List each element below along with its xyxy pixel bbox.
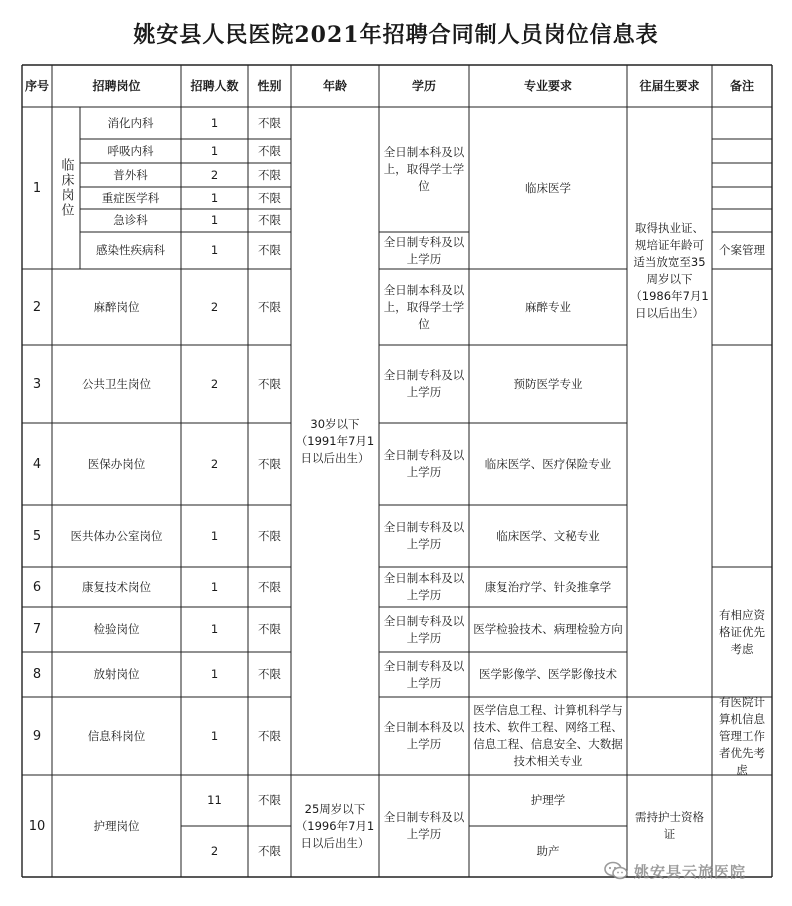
major-requirement: 医学影像学、医学影像技术 <box>479 667 617 681</box>
education-requirement: 全日制专科及以上学历 <box>383 234 465 266</box>
post-name: 医保办岗位 <box>87 456 146 471</box>
post-count: 1 <box>210 115 219 130</box>
header-count: 招聘人数 <box>190 78 239 93</box>
education-requirement: 全日制专科及以上学历 <box>383 520 465 551</box>
resident-requirement: 需持护士资格证 <box>635 810 704 841</box>
education-requirement: 全日制专科及以上学历 <box>383 368 465 399</box>
row-number: 5 <box>32 528 42 544</box>
education-requirement: 全日制本科及以上学历 <box>383 571 465 602</box>
major-requirement: 医学信息工程、计算机科学与技术、软件工程、网络工程、信息工程、信息安全、大数据技术相关专业 <box>473 703 623 768</box>
post-gender: 不限 <box>258 456 281 471</box>
header-no: 序号 <box>25 78 50 93</box>
post-gender: 不限 <box>258 243 281 257</box>
post-count: 2 <box>210 456 219 471</box>
post-gender: 不限 <box>258 528 281 543</box>
post-gender: 不限 <box>258 299 281 314</box>
major-requirement: 临床医学、医疗保险专业 <box>484 456 612 471</box>
age-requirement: 25周岁以下（1996年7月1日以后出生） <box>295 801 375 850</box>
header-resident: 往届生要求 <box>639 78 700 93</box>
post-count: 1 <box>210 667 219 681</box>
remark: 个案管理 <box>719 243 765 257</box>
education-requirement: 全日制专科及以上学历 <box>383 658 465 690</box>
post-count: 1 <box>210 190 219 205</box>
page-title: 姚安县人民医院2021年招聘合同制人员岗位信息表 <box>133 22 659 48</box>
post-count: 1 <box>210 622 219 636</box>
row-number: 4 <box>32 456 42 472</box>
post-count: 2 <box>210 376 219 391</box>
sub-post-name: 感染性疾病科 <box>96 243 165 257</box>
post-name: 公共卫生岗位 <box>82 376 151 391</box>
post-count: 2 <box>210 844 219 858</box>
row-number: 8 <box>32 667 42 682</box>
header-post: 招聘岗位 <box>92 78 141 93</box>
row-number: 2 <box>32 299 42 315</box>
resident-requirement: 取得执业证、规培证年龄可适当放宽至35周岁以下（1986年7月1日以后出生） <box>630 221 709 320</box>
post-name: 放射岗位 <box>93 667 140 681</box>
post-name: 护理岗位 <box>93 818 140 833</box>
major-requirement: 临床医学 <box>525 180 571 195</box>
sub-post-name: 急诊科 <box>113 213 148 227</box>
major-requirement: 预防医学专业 <box>513 376 583 391</box>
header-gender: 性别 <box>257 78 282 93</box>
post-count: 2 <box>210 167 219 182</box>
remark: 有医院计算机信息管理工作者优先考虑 <box>719 694 765 777</box>
post-gender: 不限 <box>258 728 281 743</box>
education-requirement: 全日制专科及以上学历 <box>383 810 465 841</box>
education-requirement: 全日制本科及以上，取得学士学位 <box>383 282 465 331</box>
post-count: 1 <box>210 528 219 543</box>
post-count: 11 <box>207 793 222 807</box>
post-count: 2 <box>210 299 219 314</box>
post-gender: 不限 <box>258 667 281 681</box>
major-requirement: 护理学 <box>530 793 566 807</box>
post-gender: 不限 <box>258 844 281 858</box>
major-requirement: 康复治疗学、针灸推拿学 <box>484 579 612 594</box>
sub-post-name: 消化内科 <box>107 115 154 130</box>
post-gender: 不限 <box>258 793 281 807</box>
education-requirement: 全日制本科及以上，取得学士学位 <box>383 145 465 193</box>
post-name: 检验岗位 <box>93 622 140 636</box>
watermark-text: 姚安县云旅医院 <box>634 862 747 881</box>
row-number: 1 <box>32 180 42 196</box>
post-gender: 不限 <box>258 143 281 158</box>
post-count: 1 <box>210 143 219 158</box>
post-name: 麻醉岗位 <box>93 299 140 314</box>
row-number: 9 <box>32 728 42 744</box>
watermark <box>604 858 776 884</box>
post-gender: 不限 <box>258 115 281 130</box>
sub-post-name: 呼吸内科 <box>107 143 154 158</box>
post-name: 医共体办公室岗位 <box>70 528 163 543</box>
post-count: 1 <box>210 243 219 257</box>
major-requirement: 麻醉专业 <box>525 299 571 314</box>
post-name: 康复技术岗位 <box>82 579 151 594</box>
post-gender: 不限 <box>258 579 281 594</box>
education-requirement: 全日制专科及以上学历 <box>383 448 465 479</box>
row-number: 6 <box>32 579 42 595</box>
header-remark: 备注 <box>729 78 754 93</box>
header-edu: 学历 <box>411 78 436 93</box>
row-number: 7 <box>32 622 42 637</box>
header-age: 年龄 <box>322 78 347 93</box>
major-requirement: 助产 <box>536 844 560 858</box>
education-requirement: 全日制专科及以上学历 <box>383 613 465 645</box>
post-gender: 不限 <box>258 622 281 636</box>
post-gender: 不限 <box>258 167 281 182</box>
post-group-label: 临床岗位 <box>58 158 74 218</box>
post-count: 1 <box>210 579 219 594</box>
remark: 有相应资格证优先考虑 <box>719 607 765 656</box>
major-requirement: 临床医学、文秘专业 <box>496 528 600 543</box>
post-gender: 不限 <box>258 190 281 205</box>
post-gender: 不限 <box>258 213 281 227</box>
age-requirement: 30岁以下（1991年7月1日以后出生） <box>295 416 375 465</box>
major-requirement: 医学检验技术、病理检验方向 <box>473 622 623 636</box>
post-gender: 不限 <box>258 376 281 391</box>
wechat-icon <box>604 861 628 881</box>
row-number: 10 <box>28 818 46 834</box>
sub-post-name: 普外科 <box>113 167 148 182</box>
header-major: 专业要求 <box>523 78 572 93</box>
post-count: 1 <box>210 213 219 227</box>
education-requirement: 全日制本科及以上学历 <box>383 720 465 751</box>
post-count: 1 <box>210 728 219 743</box>
post-name: 信息科岗位 <box>87 728 146 743</box>
row-number: 3 <box>32 376 42 392</box>
sub-post-name: 重症医学科 <box>101 190 160 205</box>
